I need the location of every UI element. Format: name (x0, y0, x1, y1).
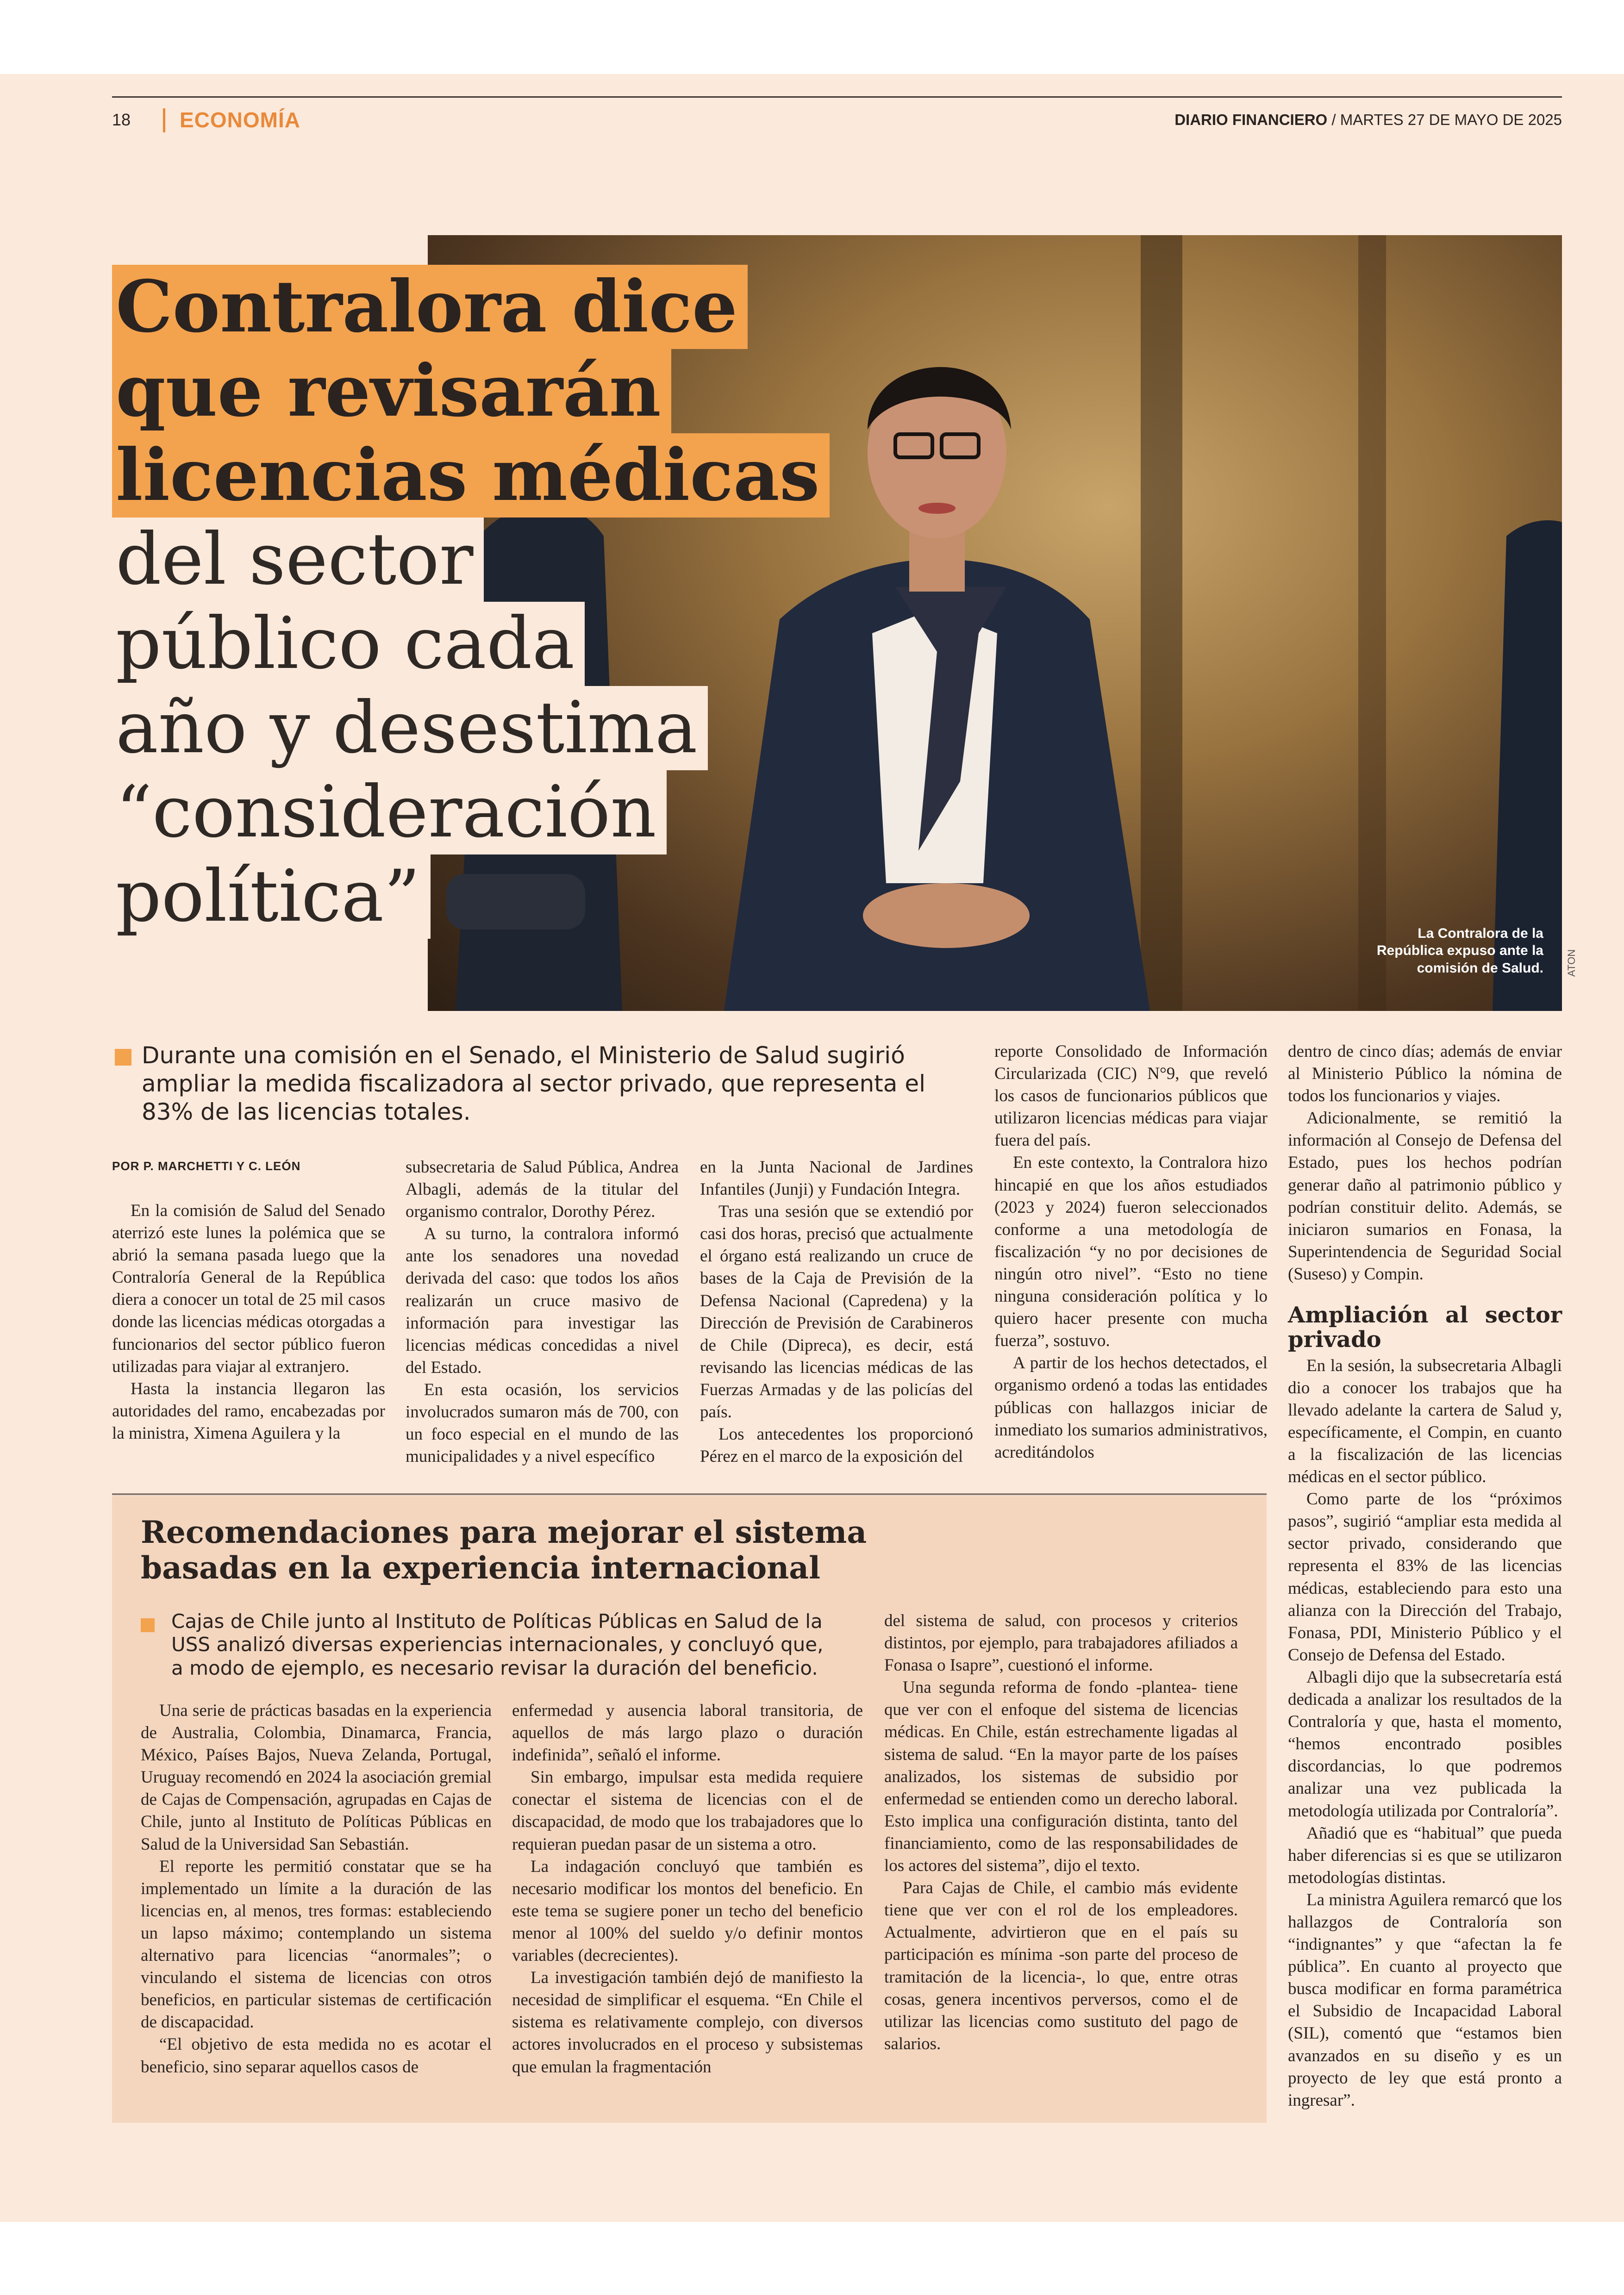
headline-line: año y desestima (112, 686, 708, 770)
paragraph: en la Junta Nacional de Jardines Infantiles (Junji) y Fundación Integra. (700, 1158, 973, 1199)
paragraph: dentro de cinco días; además de enviar al Ministerio Público la nómina de todos los funcionarios y viajes. (1288, 1042, 1562, 1106)
paragraph: La investigación también dejó de manifiesto la necesidad de simplificar el esquema. “En Chile el sistema es relativamente complejo, con diversos actores involucrados en el proceso y subsistemas que emulan la fragmentación (512, 1968, 863, 2077)
paragraph: del sistema de salud, con procesos y criterios distintos, por ejemplo, para trabajadores afiliados a Fonasa o Isapre”, cuestionó el informe. (884, 1611, 1238, 1675)
paragraph: A partir de los hechos detectados, el organismo ordenó a todas las entidades públicas con hallazgos iniciar de inmediato los sumarios administrativos, acreditándolos (994, 1353, 1268, 1462)
photo-caption: La Contralora de la República expuso ante la comisión de Salud. (1376, 925, 1543, 976)
headline-line: licencias médicas (112, 433, 830, 518)
paragraph: Sin embargo, impulsar esta medida requiere conectar el sistema de licencias con el de discapacidad, de modo que los trabajadores que lo requieran puedan pasar de un sistema a otro. (512, 1768, 863, 1854)
paragraph: En esta ocasión, los servicios involucrados sumaron más de 700, con un foco especial en el mundo de las municipalidades y a nivel específico (406, 1380, 679, 1466)
issue-date: / MARTES 27 DE MAYO DE 2025 (1327, 111, 1562, 128)
paragraph: Como parte de los “próximos pasos”, sugirió “ampliar esta medida al sector privado, considerando que representa el 83% de las licencias médicas, estableciendo para esto una alianza con la Dirección del Trabajo, Fonasa, PDI, Ministerio Público y el Consejo de Defensa del Estado. (1288, 1490, 1562, 1665)
article-column-4 (994, 1041, 1268, 1464)
headline-line: “consideración (112, 770, 667, 854)
paragraph: En la comisión de Salud del Senado aterrizó este lunes la polémica que se abrió la semana pasada luego que la Contraloría General de la República diera a conocer un total de 25 mil casos donde las licencias médicas otorgadas a funcionarios del sector público fueron utilizadas para viajar al extranjero. (112, 1201, 385, 1376)
box-column-3 (884, 1610, 1238, 2055)
paragraph: “El objetivo de esta medida no es acotar el beneficio, sino separar aquellos casos de (141, 2035, 492, 2077)
paragraph: La ministra Aguilera remarcó que los hallazgos de Contraloría son “indignantes” y que “afectan la fe pública”. En cuanto al proyecto que busca modificar en forma paramétrica el Subsidio de Incapacidad Laboral (SIL), comentó que “estamos bien avanzados en su diseño y es un proyecto de ley que está pronto a ingresar”. (1288, 1890, 1562, 2110)
headline-line: política” (112, 854, 431, 939)
paragraph: enfermedad y ausencia laboral transitoria, de aquellos de más largo plazo o duración indefinida”, señaló el informe. (512, 1701, 863, 1765)
paragraph: Tras una sesión que se extendió por casi dos horas, precisó que actualmente el órgano está realizando un cruce de bases de la Caja de Previsión de la Defensa Nacional (Capredena) y la Dirección de Previsión de Carabineros de Chile (Dipreca), es decir, está revisando las licencias médicas de las Fuerzas Armadas y de las policías del país. (700, 1202, 973, 1422)
paragraph: La indagación concluyó que también es necesario modificar los montos del beneficio. En este tema se sugiere poner un techo del beneficio menor al 100% del sueldo y/o definir montos variables (decrecientes). (512, 1857, 863, 1965)
paragraph: Albagli dijo que la subsecretaría está dedicada a analizar los resultados de la Contraloría y que, hasta el momento, “hemos encontrado posibles discordancias, lo que podremos analizar una vez publicada la metodología utilizada por Contraloría”. (1288, 1667, 1562, 1821)
page-number: 18 (112, 110, 131, 129)
article-column-5 (1288, 1041, 1562, 2112)
paragraph: En este contexto, la Contralora hizo hincapié en que los años estudiados (2023 y 2024) fueron seleccionados conforme a una metodología de fiscalización “y no por decisiones de ningún otro nivel”. “Esto no tiene ninguna consideración política y lo quiero hacer presente con mucha fuerza”, sostuvo. (994, 1153, 1268, 1351)
paragraph: A su turno, la contralora informó ante los senadores una novedad derivada del caso: que todos los años realizarán un cruce masivo de información para investigar las licencias médicas concedidas a nivel del Estado. (406, 1224, 679, 1377)
paper-name: DIARIO FINANCIERO (1174, 111, 1328, 128)
photo-credit: ATON (1566, 949, 1577, 977)
box-rule (112, 1493, 1267, 1495)
box-deck: Cajas de Chile junto al Instituto de Políticas Públicas en Salud de la USS analizó diversas experiencias internacionales, y concluyó que, a modo de ejemplo, es necesario revisar la duración del beneficio. (171, 1610, 824, 1679)
article-deck: Durante una comisión en el Senado, el Ministerio de Salud sugirió ampliar la medida fiscalizadora al sector privado, que representa el 83% de las licencias totales. (142, 1042, 925, 1125)
paragraph: subsecretaria de Salud Pública, Andrea Albagli, además de la titular del organismo contralor, Dorothy Pérez. (406, 1158, 679, 1222)
paragraph: Añadió que es “habitual” que pueda haber diferencias si es que se utilizaron metodologías distintas. (1288, 1823, 1562, 1887)
box-column-2 (512, 1700, 863, 2078)
paragraph: reporte Consolidado de Información Circularizada (CIC) N°9, que reveló los casos de funcionarios públicos que utilizaron licencias médicas para viajar fuera del país. (994, 1042, 1268, 1150)
paragraph: Para Cajas de Chile, el cambio más evidente tiene que ver con el rol de los empleadores. Actualmente, advirtieron que en el país su participación es mínima -son parte del proceso de tramitación de la licencia-, lo que, entre otras cosas, genera incentivos perversos, como el de utilizar las licencias como sustituto del pago de salarios. (884, 1878, 1238, 2053)
headline-line: del sector (112, 518, 484, 602)
section-label: ECONOMÍA (180, 108, 300, 132)
paragraph: Hasta la instancia llegaron las autoridades del ramo, encabezadas por la ministra, Ximena Aguilera y la (112, 1379, 385, 1443)
article-column-3 (700, 1156, 973, 1468)
paragraph: Una segunda reforma de fondo -plantea- tiene que ver con el enfoque del sistema de licencias médicas. En Chile, están estrechamente ligadas al sistema de salud. “En la mayor parte de los países analizados, los sistemas de subsidio por enfermedad se entienden como un derecho laboral. Esto implica una configuración distinta, tanto del financiamiento, como de las responsabilidades de los actores del sistema”, dijo el texto. (884, 1678, 1238, 1876)
section-divider (163, 108, 165, 132)
paragraph: Una serie de prácticas basadas en la experiencia de Australia, Colombia, Dinamarca, Francia, México, Países Bajos, Nueva Zelanda, Portugal, Uruguay recomendó en 2024 la asociación gremial de Cajas de Compensación, agrupadas en Cajas de Chile, junto al Instituto de Políticas Públicas en Salud de la Universidad San Sebastián. (141, 1701, 492, 1854)
header-rule (112, 96, 1562, 98)
paragraph: Los antecedentes los proporcionó Pérez en el marco de la exposición del (700, 1425, 973, 1466)
subheading: Ampliación al sector privado (1288, 1302, 1562, 1353)
byline: POR P. MARCHETTI Y C. LEÓN (112, 1159, 301, 1173)
headline-line: público cada (112, 602, 585, 686)
article-column-1 (112, 1200, 385, 1445)
article-column-2 (406, 1156, 679, 1468)
box-title: Recomendaciones para mejorar el sistema basadas en la experiencia internacional (141, 1514, 867, 1586)
masthead (1174, 111, 1562, 129)
box-column-1 (141, 1700, 492, 2078)
box-bullet-icon (141, 1618, 155, 1632)
headline-line: que revisarán (112, 349, 671, 433)
headline (112, 265, 820, 939)
headline-line: Contralora dice (112, 265, 748, 349)
paragraph: El reporte les permitió constatar que se ha implementado un límite a la duración de las licencias en, al menos, tres formas: estableciendo un lapso máximo; contemplando un sistema alternativo para licencias “anormales”; o vinculando el sistema de licencias con otros beneficios, en particular sistemas de certificación de discapacidad. (141, 1857, 492, 2032)
paragraph: Adicionalmente, se remitió la información al Consejo de Defensa del Estado, pues los hechos podrían generar daño al patrimonio público y podrían constituir delito. Además, se iniciaron sumarios en Fonasa, la Superintendencia de Seguridad Social (Suseso) y Compin. (1288, 1109, 1562, 1284)
deck-bullet-icon (115, 1049, 131, 1066)
paragraph: En la sesión, la subsecretaria Albagli dio a conocer los trabajos que ha llevado adelante la cartera de Salud y, específicamente, el Compin, en cuanto a la fiscalización de las licencias médicas en el sector público. (1288, 1356, 1562, 1487)
